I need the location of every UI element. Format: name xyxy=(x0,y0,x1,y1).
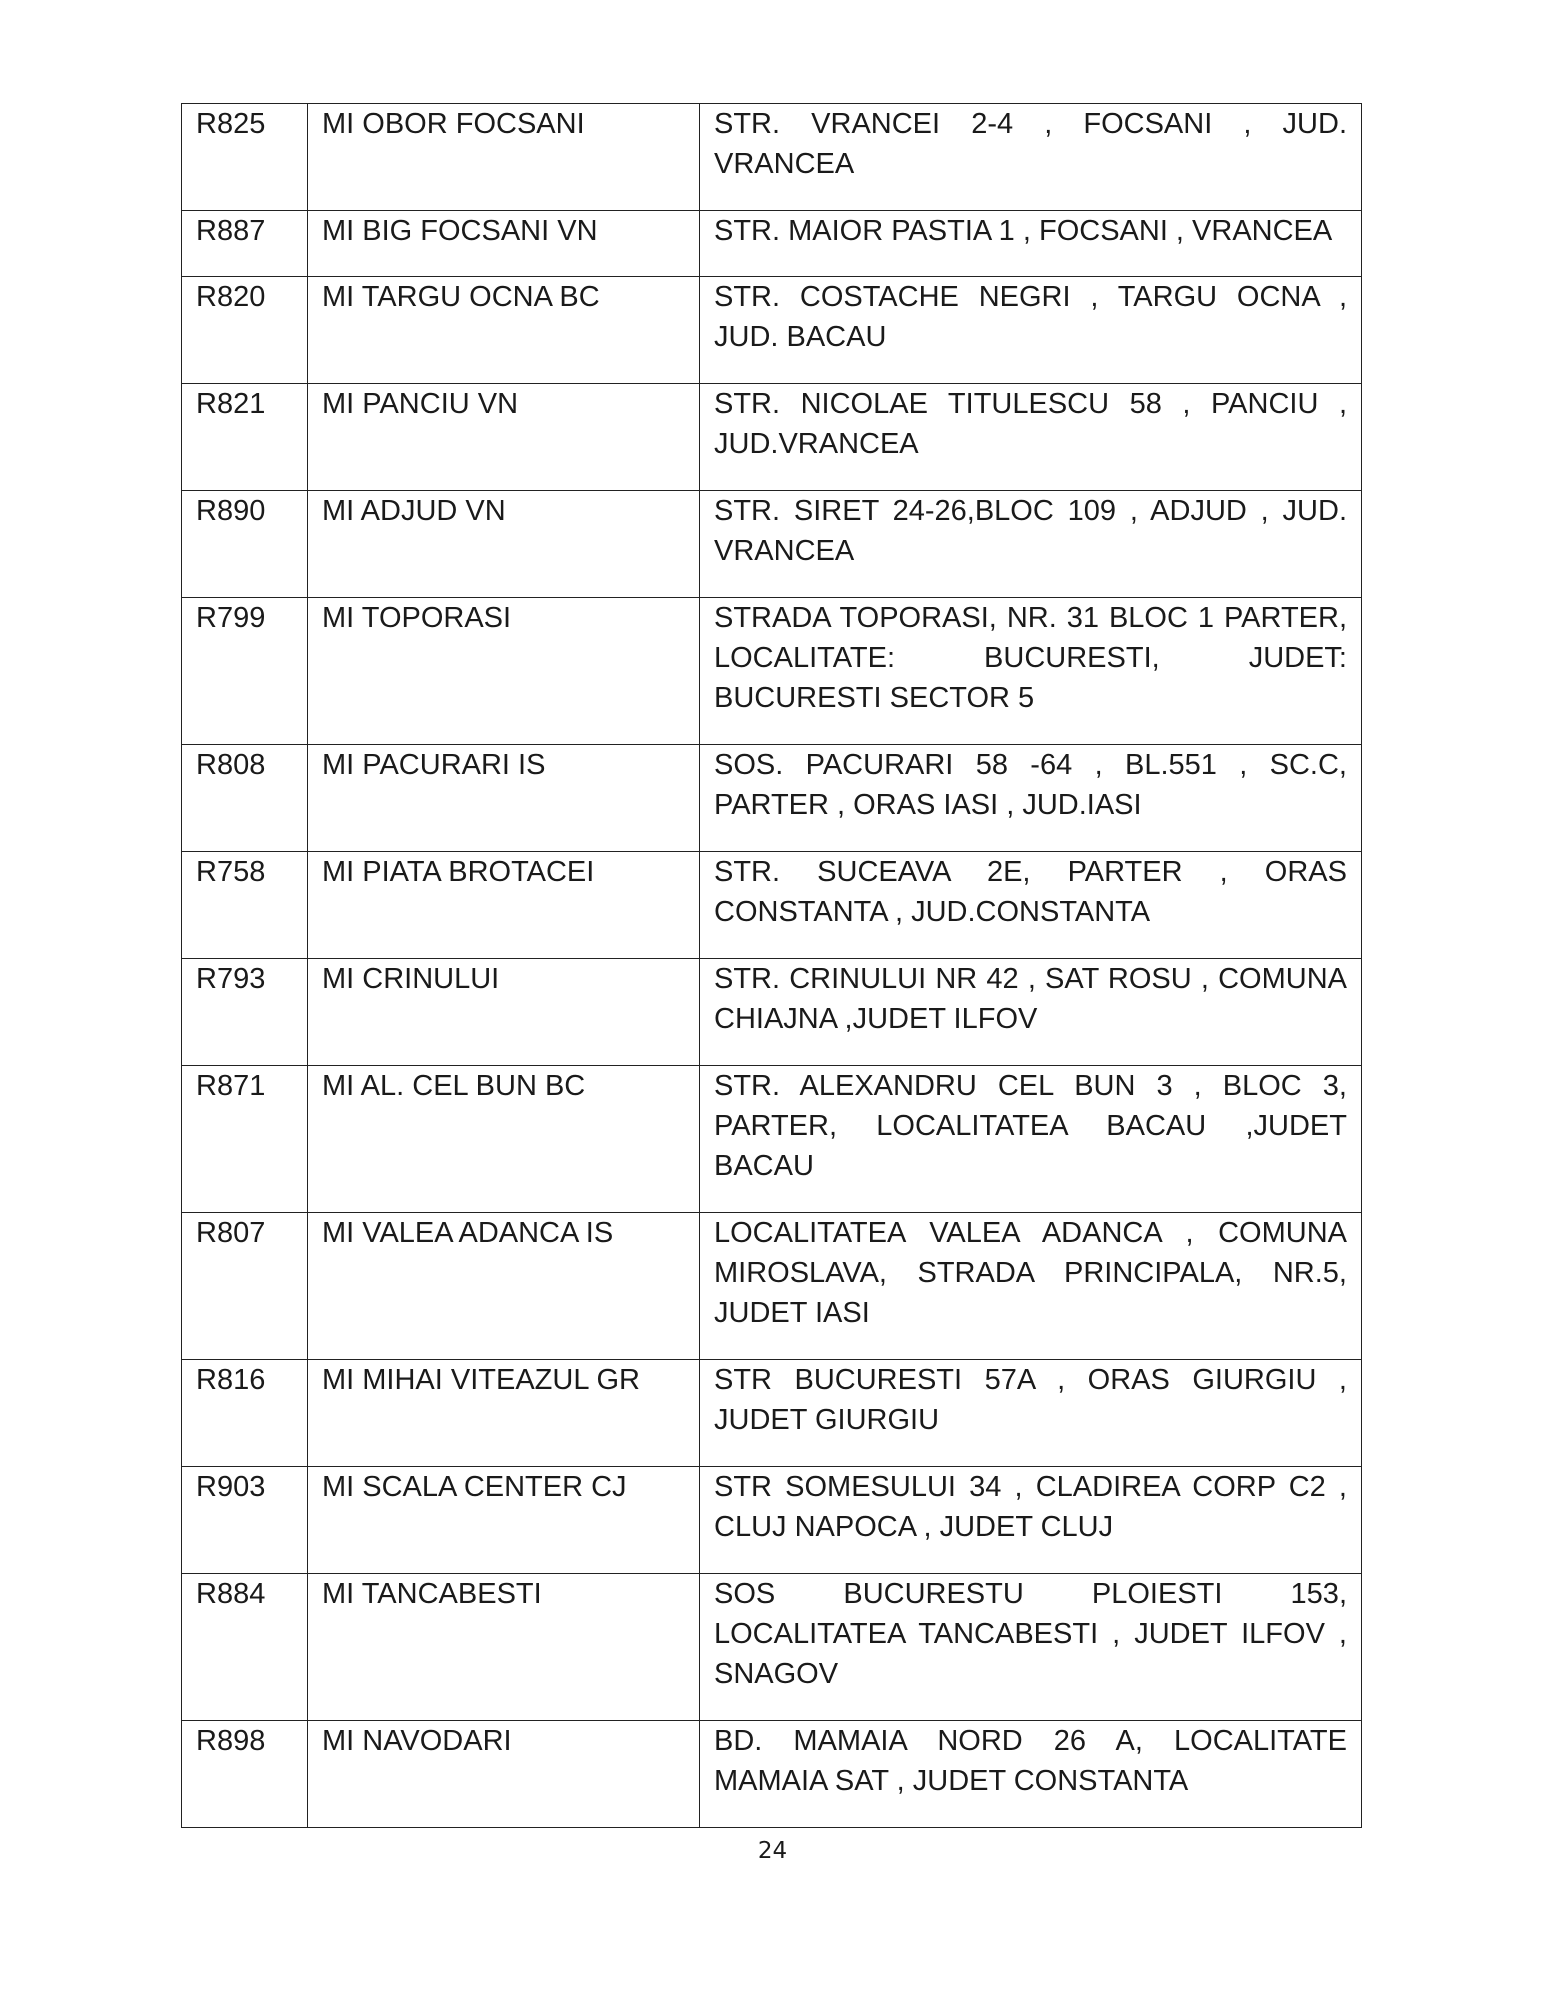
store-name-cell: MI MIHAI VITEAZUL GR xyxy=(308,1360,700,1467)
store-name-cell: MI BIG FOCSANI VN xyxy=(308,211,700,277)
store-name-cell: MI TARGU OCNA BC xyxy=(308,277,700,384)
store-name-cell: MI CRINULUI xyxy=(308,959,700,1066)
table-row xyxy=(182,491,1362,598)
table-row xyxy=(182,1721,1362,1828)
store-name-cell: MI PANCIU VN xyxy=(308,384,700,491)
store-name-cell: MI TANCABESTI xyxy=(308,1574,700,1721)
store-name-cell: MI TOPORASI xyxy=(308,598,700,745)
store-address-cell: SOS BUCURESTU PLOIESTI 153, LOCALITATEA TANCABESTI , JUDET ILFOV , SNAGOV xyxy=(700,1574,1362,1721)
store-code-cell: R799 xyxy=(182,598,308,745)
table-row xyxy=(182,1213,1362,1360)
store-name-cell: MI PACURARI IS xyxy=(308,745,700,852)
store-name-cell: MI VALEA ADANCA IS xyxy=(308,1213,700,1360)
store-code-cell: R808 xyxy=(182,745,308,852)
table-row xyxy=(182,1066,1362,1213)
store-address-cell: STR. COSTACHE NEGRI , TARGU OCNA , JUD. BACAU xyxy=(700,277,1362,384)
table-row xyxy=(182,104,1362,211)
table-row xyxy=(182,1360,1362,1467)
store-code-cell: R898 xyxy=(182,1721,308,1828)
table-row xyxy=(182,1574,1362,1721)
store-name-cell: MI PIATA BROTACEI xyxy=(308,852,700,959)
store-code-cell: R758 xyxy=(182,852,308,959)
store-code-cell: R816 xyxy=(182,1360,308,1467)
store-address-cell: STR. MAIOR PASTIA 1 , FOCSANI , VRANCEA xyxy=(700,211,1362,277)
table-row xyxy=(182,211,1362,277)
store-name-cell: MI NAVODARI xyxy=(308,1721,700,1828)
store-code-cell: R793 xyxy=(182,959,308,1066)
store-address-cell: STR. VRANCEI 2-4 , FOCSANI , JUD. VRANCEA xyxy=(700,104,1362,211)
store-code-cell: R820 xyxy=(182,277,308,384)
store-address-table xyxy=(181,103,1362,1828)
store-address-cell: LOCALITATEA VALEA ADANCA , COMUNA MIROSLAVA, STRADA PRINCIPALA, NR.5, JUDET IASI xyxy=(700,1213,1362,1360)
store-address-cell: STR. NICOLAE TITULESCU 58 , PANCIU , JUD.VRANCEA xyxy=(700,384,1362,491)
table-row xyxy=(182,959,1362,1066)
table-row xyxy=(182,852,1362,959)
store-code-cell: R887 xyxy=(182,211,308,277)
store-code-cell: R821 xyxy=(182,384,308,491)
page-number: 24 xyxy=(757,1838,788,1864)
store-address-cell: STR BUCURESTI 57A , ORAS GIURGIU , JUDET GIURGIU xyxy=(700,1360,1362,1467)
store-address-cell: BD. MAMAIA NORD 26 A, LOCALITATE MAMAIA SAT , JUDET CONSTANTA xyxy=(700,1721,1362,1828)
table-row xyxy=(182,1467,1362,1574)
store-name-cell: MI AL. CEL BUN BC xyxy=(308,1066,700,1213)
store-address-cell: STRADA TOPORASI, NR. 31 BLOC 1 PARTER, LOCALITATE: BUCURESTI, JUDET: BUCURESTI SECTOR 5 xyxy=(700,598,1362,745)
store-code-cell: R903 xyxy=(182,1467,308,1574)
table-row xyxy=(182,745,1362,852)
table-row xyxy=(182,598,1362,745)
store-address-cell: STR. SIRET 24-26,BLOC 109 , ADJUD , JUD. VRANCEA xyxy=(700,491,1362,598)
store-code-cell: R890 xyxy=(182,491,308,598)
store-address-cell: SOS. PACURARI 58 -64 , BL.551 , SC.C, PARTER , ORAS IASI , JUD.IASI xyxy=(700,745,1362,852)
store-address-cell: STR. CRINULUI NR 42 , SAT ROSU , COMUNA CHIAJNA ,JUDET ILFOV xyxy=(700,959,1362,1066)
store-code-cell: R871 xyxy=(182,1066,308,1213)
store-code-cell: R884 xyxy=(182,1574,308,1721)
store-name-cell: MI ADJUD VN xyxy=(308,491,700,598)
table-row xyxy=(182,277,1362,384)
store-code-cell: R807 xyxy=(182,1213,308,1360)
table-row xyxy=(182,384,1362,491)
store-address-cell: STR. ALEXANDRU CEL BUN 3 , BLOC 3, PARTER, LOCALITATEA BACAU ,JUDET BACAU xyxy=(700,1066,1362,1213)
store-code-cell: R825 xyxy=(182,104,308,211)
store-address-cell: STR. SUCEAVA 2E, PARTER , ORAS CONSTANTA , JUD.CONSTANTA xyxy=(700,852,1362,959)
store-name-cell: MI SCALA CENTER CJ xyxy=(308,1467,700,1574)
store-name-cell: MI OBOR FOCSANI xyxy=(308,104,700,211)
store-address-cell: STR SOMESULUI 34 , CLADIREA CORP C2 , CLUJ NAPOCA , JUDET CLUJ xyxy=(700,1467,1362,1574)
